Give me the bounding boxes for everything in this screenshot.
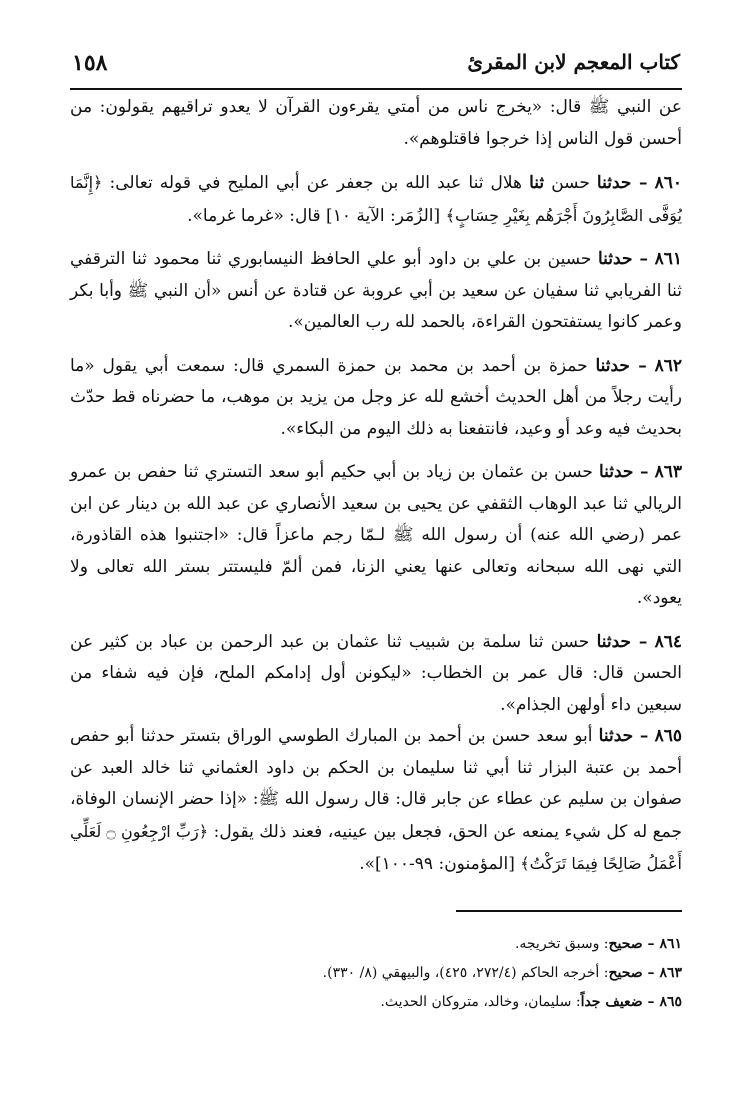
paragraph-text: عن النبي ﷺ قال: «يخرج ناس من أمتي يقرءون القرآن لا يعدو تراقيهم يقولون: من أحسن قول الناس إذا خرجوا فاقتلوهم». (70, 97, 682, 149)
footnote-861: ٨٦١ – صحيح: وسبق تخريجه. (514, 936, 682, 952)
hadith-864: ٨٦٤ – حدثنا حسن ثنا سلمة بن شبيب ثنا عثمان بن عبد الرحمن بن عباد بن كثير عن الحسن قال: قال عمر بن الخطاب: «ليكونن أول إدامكم الملح، فإن فيه شفاء من سبعين داء أولهن الجذام». (70, 631, 683, 715)
hadith-number: ٨٦٣ (654, 462, 683, 482)
hadith-text: هلال ثنا عبد الله بن جعفر عن أبي المليح في قوله تعالى: (102, 173, 530, 193)
footnote-number: ٨٦٥ (659, 994, 682, 1010)
header-divider (70, 88, 682, 90)
hadith-text: حمزة بن أحمد بن محمد بن حمزة السمري قال: سمعت أبي يقول «ما رأيت رجلاً من أهل الحديث أخشع لله عز وجل من يزيد بن موهب، ما حضرناه قط حدّث بحديث فيه وعد أو وعيد، فانتفعنا به ذلك اليوم من البكاء». (70, 355, 682, 439)
footnote-number: ٨٦٣ (659, 965, 682, 981)
footnote-divider (456, 910, 682, 912)
main-text (70, 92, 682, 881)
hadith-number: ٨٦٠ (654, 173, 683, 193)
hadith-keyword: حدثنا (597, 249, 633, 269)
hadith-text: حسين بن علي بن داود أبو علي الحافظ النيسابوري ثنا محمود ثنا الترقفي ثنا الفريابي ثنا سفيان عن سعيد بن أبي عروبة عن قتادة عن أنس «أن النبي ﷺ وأبا بكر وعمر كانوا يستفتحون القراءة، بالحمد لله رب العالمين». (70, 249, 682, 332)
footnote-text: : سليمان، وخالد، متروكان الحديث. (380, 994, 581, 1010)
page-number: ١٥٨ (72, 50, 108, 76)
hadith-861: ٨٦١ – حدثنا حسين بن علي بن داود أبو علي الحافظ النيسابوري ثنا محمود ثنا الترقفي ثنا الفريابي ثنا سفيان عن سعيد بن أبي عروبة عن قتادة عن أنس «أن النبي ﷺ وأبا بكر وعمر كانوا يستفتحون القراءة، بالحمد لله رب العالمين». (70, 249, 683, 332)
quran-verse: ﴿رَبِّ ارْجِعُونِ ۝ لَعَلِّي أَعْمَلُ صَالِحًا فِيمَا تَرَكْتُ﴾ (70, 821, 682, 873)
hadith-860: ٨٦٠ – حدثنا حسن ثنا هلال ثنا عبد الله بن جعفر عن أبي المليح في قوله تعالى: ﴿إِنَّمَا يُوَفَّى الصَّابِرُونَ أَجْرَهُم بِغَيْرِ حِسَابٍ﴾ [الزُمَر: الآية ١٠] قال: «غرما غرما». (70, 173, 683, 226)
hadith-text: أبو سعد حسن بن أحمد بن المبارك الطوسي الوراق بتستر حدثنا أبو حفص أحمد بن عتبة البزار ثنا أبي ثنا سليمان بن الحكم بن داود العثماني ثنا خالد العبد عن صفوان بن سليم عن عطاء عن جابر قال: قال رسول الله ﷺ: «إذا حضر الإنسان الوفاة، جمع له كل شيء يمنعه عن الحق، فجعل بين عينيه، فعند ذلك يقول: (70, 726, 682, 842)
verse-reference: [المؤمنون: ٩٩-١٠٠] (375, 854, 521, 874)
footnote-grade: ضعيف جداً (580, 994, 643, 1010)
hadith-keyword: حدثنا (596, 173, 632, 193)
page-header (70, 48, 682, 84)
hadith-text: حسن بن عثمان بن زياد بن أبي حكيم أبو سعد التستري ثنا حفص بن عمرو الريالي ثنا عبد الوهاب الثقفي عن يحيى بن سعيد الأنصاري عن عبد الله بن دينار عن ابن عمر (رضي الله عنه) أن رسول الله ﷺ لـمّا رجم ماعزاً قال: «اجتنبوا هذه القاذورة، التي نهى الله سبحانه وتعالى عنها يعني الزنا، فمن ألمّ فليستتر بستر الله تعالى ولا يعود». (70, 462, 682, 608)
footnote-grade: صحيح (608, 965, 643, 981)
hadith-863: ٨٦٣ – حدثنا حسن بن عثمان بن زياد بن أبي حكيم أبو سعد التستري ثنا حفص بن عمرو الريالي ثنا عبد الوهاب الثقفي عن يحيى بن سعيد الأنصاري عن عبد الله بن دينار عن ابن عمر (رضي الله عنه) أن رسول الله ﷺ لـمّا رجم ماعزاً قال: «اجتنبوا هذه القاذورة، التي نهى الله سبحانه وتعالى عنها يعني الزنا، فمن ألمّ فليستتر بستر الله تعالى ولا يعود». (70, 462, 683, 608)
hadith-text: حسن ثنا سلمة بن شبيب ثنا عثمان بن عبد الرحمن بن عباد بن كثير عن الحسن قال: قال عمر بن الخطاب: «ليكونن أول إدامكم الملح، فإن فيه شفاء من سبعين داء أولهن الجذام». (70, 631, 682, 715)
hadith-keyword: حدثنا (598, 726, 634, 746)
hadith-text-bold: ثنا (529, 173, 545, 193)
hadith-text: قال: «غرما غرما». (187, 205, 321, 226)
hadith-number: ٨٦٢ (654, 355, 683, 376)
hadith-keyword: حدثنا (596, 631, 632, 652)
hadith-number: ٨٦١ (654, 249, 683, 269)
hadith-865: ٨٦٥ – حدثنا أبو سعد حسن بن أحمد بن المبارك الطوسي الوراق بتستر حدثنا أبو حفص أحمد بن عتبة البزار ثنا أبي ثنا سليمان بن الحكم بن داود العثماني ثنا خالد العبد عن صفوان بن سليم عن عطاء عن جابر قال: قال رسول الله ﷺ: «إذا حضر الإنسان الوفاة، جمع له كل شيء يمنعه عن الحق، فجعل بين عينيه، فعند ذلك يقول: ﴿رَبِّ ارْجِعُونِ ۝ لَعَلِّي أَعْمَلُ صَالِحًا فِيمَا تَرَكْتُ﴾ [المؤمنون: ٩٩-١٠٠]». (70, 726, 682, 874)
verse-reference: [الزُمَر: الآية ١٠] (320, 205, 446, 226)
hadith-number: ٨٦٤ (654, 631, 683, 652)
running-title: كتاب المعجم لابن المقرئ (467, 50, 680, 74)
footnote-text: : وسبق تخريجه. (514, 936, 609, 952)
hadith-keyword: حدثنا (595, 355, 630, 376)
hadith-keyword: حدثنا (598, 462, 634, 482)
hadith-text: حسن (544, 173, 590, 193)
footnote-865: ٨٦٥ – ضعيف جداً: سليمان، وخالد، متروكان الحديث. (380, 994, 682, 1010)
paragraph-continuation (70, 92, 682, 155)
hadith-number: ٨٦٥ (654, 726, 682, 746)
footnote-number: ٨٦١ (659, 936, 682, 952)
footnote-text: : أخرجه الحاكم (٢٧٢/٤، ٤٢٥)، والبيهقي (٨/ ٣٣٠). (322, 965, 609, 981)
hadith-862: ٨٦٢ – حدثنا حمزة بن أحمد بن محمد بن حمزة السمري قال: سمعت أبي يقول «ما رأيت رجلاً من أهل الحديث أخشع لله عز وجل من يزيد بن موهب، ما حضرناه قط حدّث بحديث فيه وعد أو وعيد، فانتفعنا به ذلك اليوم من البكاء». (70, 355, 683, 439)
footnote-863: ٨٦٣ – صحيح: أخرجه الحاكم (٢٧٢/٤، ٤٢٥)، والبيهقي (٨/ ٣٣٠). (322, 965, 682, 981)
footnotes (70, 930, 682, 1017)
quran-verse: ﴿إِنَّمَا يُوَفَّى الصَّابِرُونَ أَجْرَهُم بِغَيْرِ حِسَابٍ﴾ (70, 173, 682, 225)
hadith-text: ». (359, 854, 375, 874)
footnote-grade: صحيح (608, 936, 643, 952)
